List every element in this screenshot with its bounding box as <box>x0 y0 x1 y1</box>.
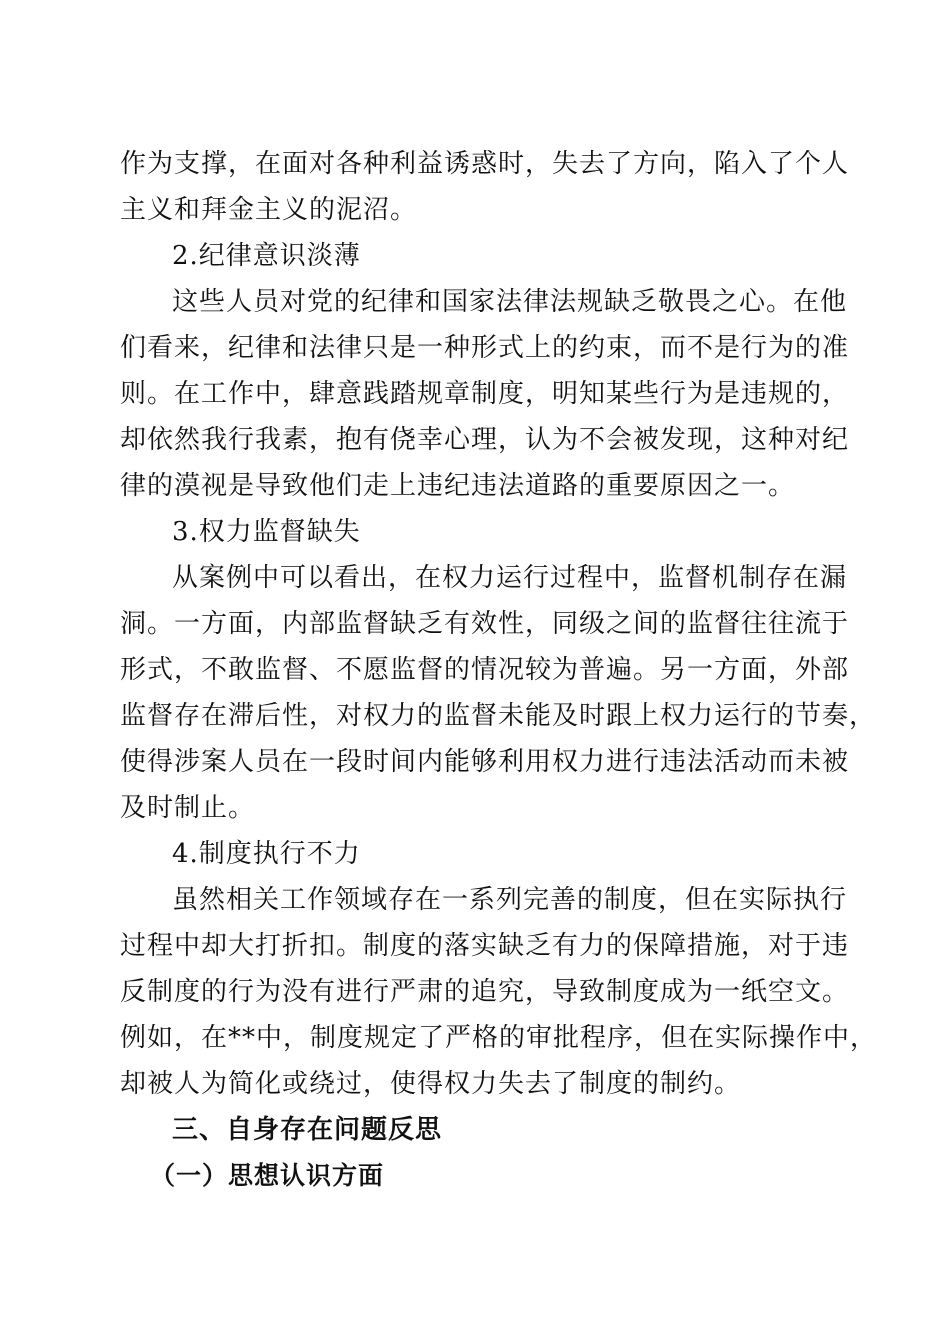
section-heading-4: 4.制度执行不力 <box>172 839 361 869</box>
paragraph-line: 过程中却大打折扣。制度的落实缺乏有力的保障措施，对于违 <box>120 931 850 961</box>
paragraph-line: 反制度的行为没有进行严肃的追究，导致制度成为一纸空文。 <box>120 977 850 1007</box>
section-heading-2: 2.纪律意识淡薄 <box>172 241 361 271</box>
paragraph-line: 监督存在滞后性，对权力的监督未能及时跟上权力运行的节奏， <box>120 701 877 731</box>
paragraph-line: 使得涉案人员在一段时间内能够利用权力进行违法活动而未被 <box>120 747 850 777</box>
paragraph-line: 从案例中可以看出，在权力运行过程中，监督机制存在漏 <box>172 563 848 593</box>
paragraph-line: 例如，在**中，制度规定了严格的审批程序，但在实际操作中， <box>120 1023 878 1053</box>
paragraph-line: 律的漠视是导致他们走上违纪违法道路的重要原因之一。 <box>120 471 796 501</box>
paragraph-line: 却被人为简化或绕过，使得权力失去了制度的制约。 <box>120 1069 742 1099</box>
paragraph-line: 主义和拜金主义的泥沼。 <box>120 195 418 225</box>
section-heading-3: 3.权力监督缺失 <box>172 517 361 547</box>
subsection-heading: （一）思想认识方面 <box>150 1161 385 1190</box>
paragraph-line: 作为支撑，在面对各种利益诱惑时，失去了方向，陷入了个人 <box>120 149 850 179</box>
paragraph-line: 形式，不敢监督、不愿监督的情况较为普遍。另一方面，外部 <box>120 655 850 685</box>
paragraph-line: 则。在工作中，肆意践踏规章制度，明知某些行为是违规的， <box>120 379 850 409</box>
paragraph-line: 这些人员对党的纪律和国家法律法规缺乏敬畏之心。在他 <box>172 287 848 317</box>
paragraph-line: 们看来，纪律和法律只是一种形式上的约束，而不是行为的准 <box>120 333 850 363</box>
paragraph-line: 洞。一方面，内部监督缺乏有效性，同级之间的监督往往流于 <box>120 609 850 639</box>
paragraph-line: 虽然相关工作领域存在一系列完善的制度，但在实际执行 <box>172 885 848 915</box>
paragraph-line: 却依然我行我素，抱有侥幸心理，认为不会被发现，这种对纪 <box>120 425 850 455</box>
part-heading: 三、自身存在问题反思 <box>172 1115 443 1145</box>
paragraph-line: 及时制止。 <box>120 793 256 823</box>
